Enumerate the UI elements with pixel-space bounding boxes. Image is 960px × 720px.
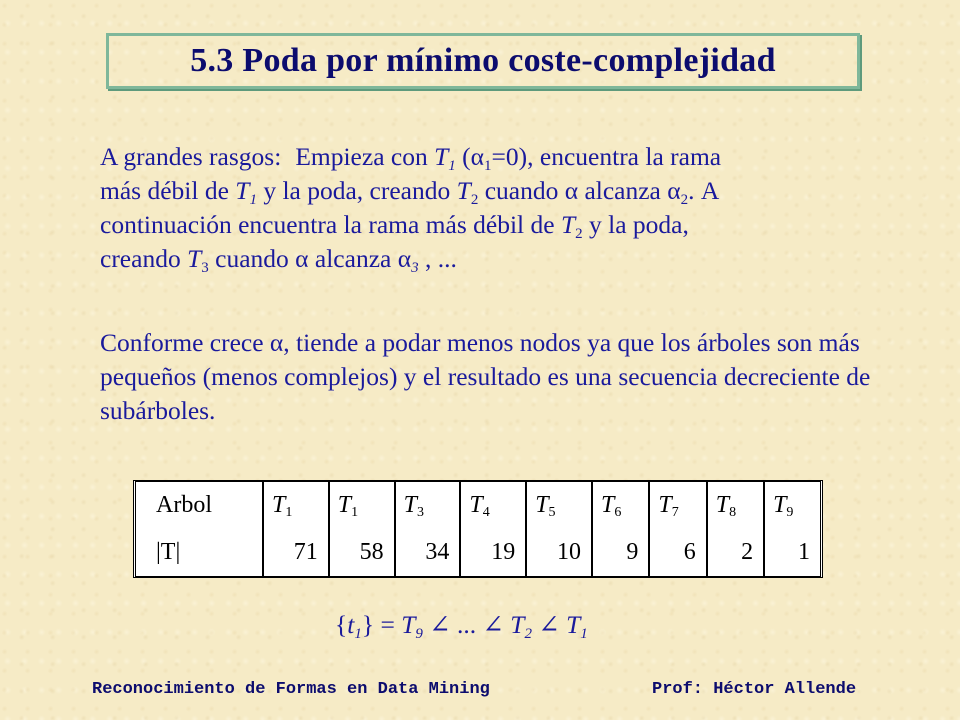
tree-cell: $T_9$: [764, 482, 820, 529]
footer-course: Reconocimiento de Formas en Data Mining: [92, 680, 490, 699]
row-label-size: |T|: [156, 539, 181, 565]
subtree-table: [133, 480, 823, 578]
size-cell: 19: [460, 529, 526, 576]
size-cell: 1: [764, 529, 820, 576]
tree-cell: $T_1$: [263, 482, 329, 529]
tree-cell: $T_7$: [649, 482, 706, 529]
tree-cell: $T_8$: [707, 482, 764, 529]
tree-cell: $T_3$: [395, 482, 461, 529]
tree-cell: $T_6$: [592, 482, 649, 529]
size-cell: 9: [592, 529, 649, 576]
size-cell: 71: [263, 529, 329, 576]
paragraph-conclusion: Conforme crece α, tiende a podar menos nodos ya que los árboles son más pequeños (menos complejos) y el resultado es una secuencia decreciente de subárboles.: [100, 328, 871, 425]
tree-cell: $T_1$: [329, 482, 395, 529]
tree-cell: $T_5$: [526, 482, 592, 529]
title-box: [106, 33, 860, 89]
size-cell: 2: [707, 529, 764, 576]
footer-author: Prof: Héctor Allende: [652, 680, 857, 699]
size-cell: 34: [395, 529, 461, 576]
table-row-sizes: [136, 529, 820, 576]
size-cell: 10: [526, 529, 592, 576]
size-cell: 58: [329, 529, 395, 576]
slide-title: 5.3 Poda por mínimo coste-complejidad: [190, 42, 776, 79]
row-label-arbol: Arbol: [156, 492, 212, 518]
subtree-sequence-formula: $\{t_1\} = T_9$ ∠ ... ∠ $T_2$ ∠ $T_1$: [335, 610, 588, 642]
size-cell: 6: [649, 529, 706, 576]
intro-lead: A grandes rasgos:: [100, 142, 282, 171]
table-row-trees: [136, 482, 820, 529]
tree-cell: $T_4$: [460, 482, 526, 529]
paragraph-intro: A grandes rasgos: Empieza con $T_1$ $(\alpha_1=0)$, encuentra la rama más débil de $T_1$ y la poda, creando $T_2$ cuando α alcanza $\alpha_2$. A continuación encuentra la rama más débil de $T_2$ y la poda, creando $T_3$ cuando α alcanza $\alpha_3$ , ...: [100, 142, 722, 276]
